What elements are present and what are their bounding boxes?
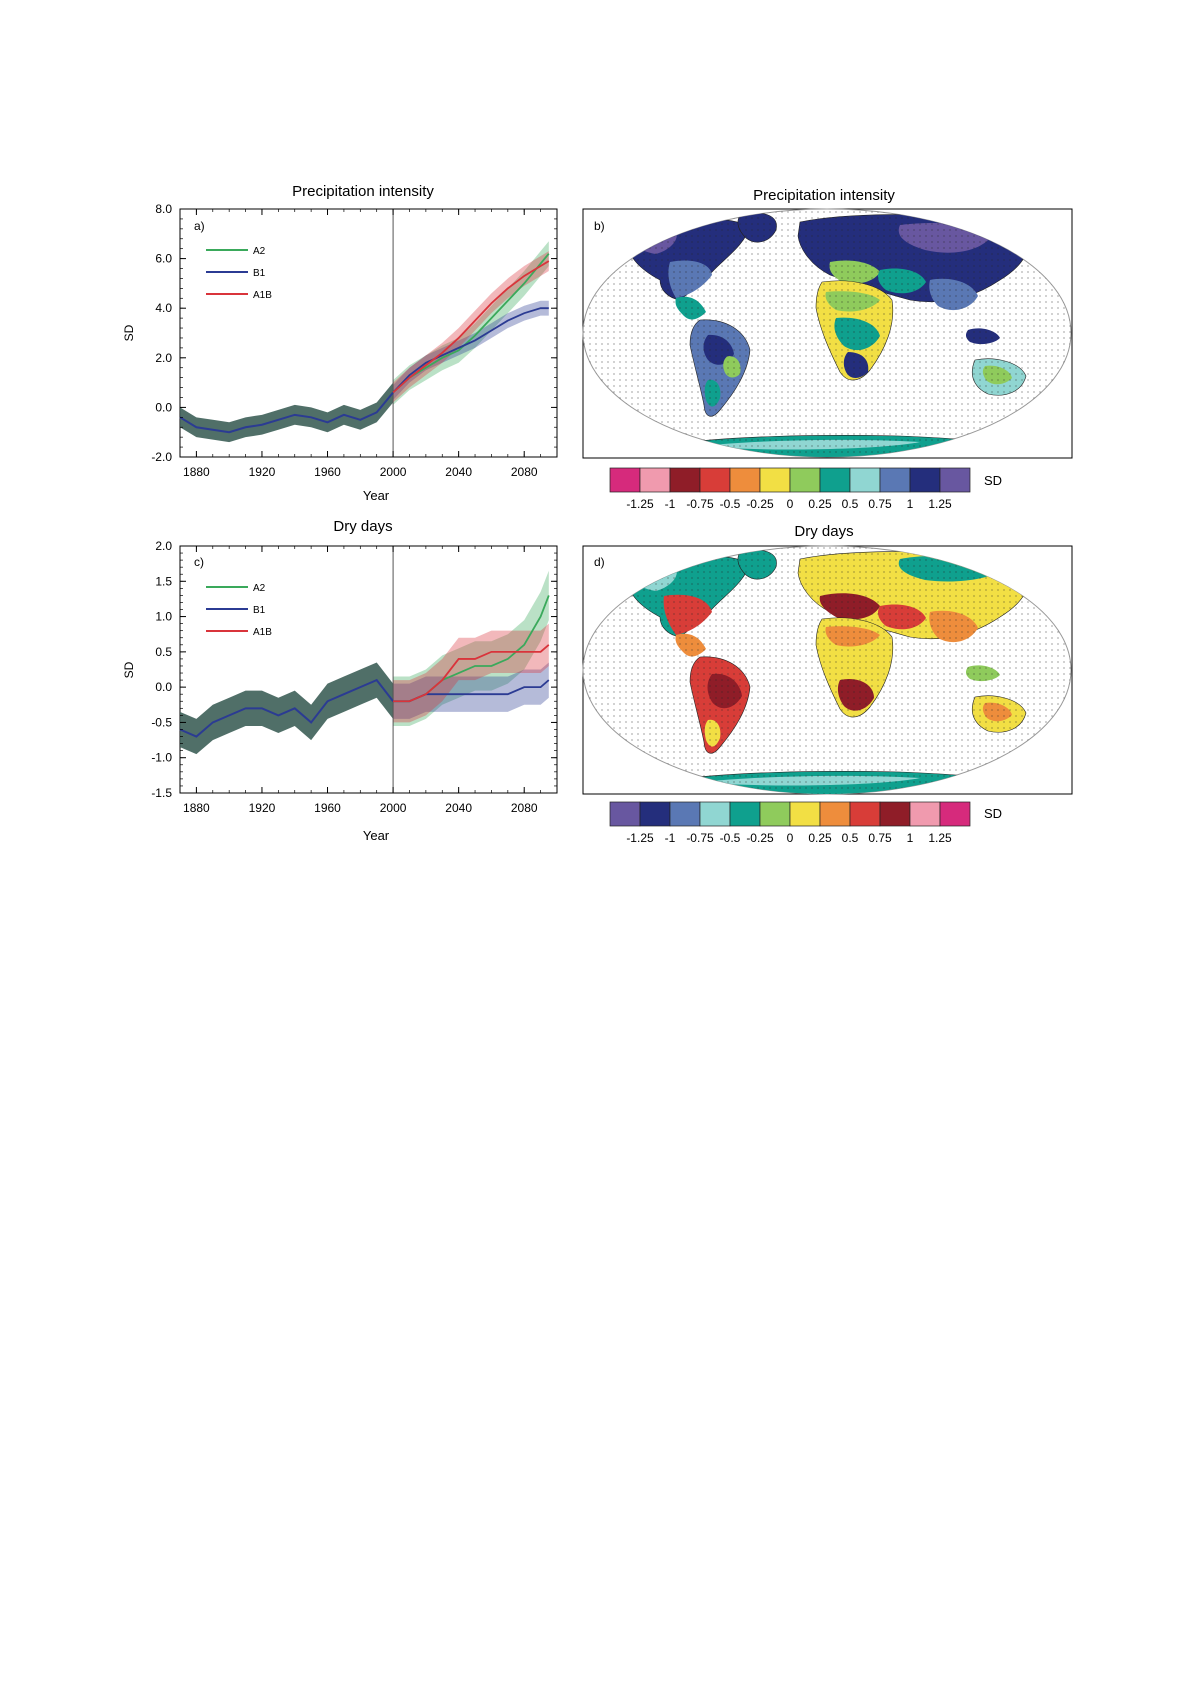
panel-d-stippling [583,546,1072,794]
y-tick-label: 0.0 [155,400,172,415]
x-tick-label: 2040 [445,465,473,479]
panel-a-xlabel: Year [362,488,390,503]
colorbar-cell [940,468,970,492]
colorbar-cell [640,802,670,826]
colorbar-cell [790,468,820,492]
band-historical [180,383,393,443]
colorbar-tick-label: -0.25 [746,831,774,845]
colorbar-tick-label: -0.25 [746,497,774,511]
colorbar-cell [880,802,910,826]
panel-d-colorbar-unit: SD [984,806,1003,821]
x-tick-label: 2000 [379,801,407,815]
x-tick-label: 2080 [510,465,538,479]
y-tick-label: 2.0 [155,539,172,553]
colorbar-tick-label: -0.5 [719,831,741,845]
panel-c-ylabel: SD [122,661,136,679]
colorbar-tick-label: 0.5 [841,497,859,511]
colorbar-cell [880,468,910,492]
panel-d-title: Dry days [794,523,854,540]
panel-d-colorbar [610,802,970,845]
x-tick-label: 2040 [445,801,473,815]
colorbar-tick-label: 1.25 [928,831,952,845]
colorbar-tick-label: 0.5 [841,831,859,845]
panel-b-tag: b) [594,219,605,233]
colorbar-tick-label: 0 [786,497,794,511]
panel-b-stippling [583,209,1072,458]
y-tick-label: -1.5 [151,786,172,800]
colorbar-cell [910,802,940,826]
colorbar-cell [940,802,970,826]
colorbar-tick-label: -0.75 [686,497,714,511]
y-tick-label: -2.0 [151,450,172,464]
panel-a-title: Precipitation intensity [292,183,434,200]
panel-d-map [583,523,1072,845]
colorbar-tick-label: 0.75 [868,497,892,511]
y-tick-label: 0.5 [155,644,172,659]
legend-label-a2: A2 [253,583,266,594]
panel-c-uncertainty-bands [180,571,549,754]
y-tick-label: 6.0 [155,251,172,266]
colorbar-cell [730,802,760,826]
colorbar-cell [760,468,790,492]
colorbar-tick-label: 1 [906,831,914,845]
colorbar-cell [850,802,880,826]
panel-d-tag: d) [594,555,605,569]
x-tick-label: 1960 [314,465,341,479]
band-historical [180,662,393,754]
panel-c-legend [206,583,272,638]
panel-b-continents [583,209,1072,460]
x-tick-label: 1920 [248,801,276,815]
colorbar-tick-label: 1 [906,497,914,511]
y-tick-label: 0.0 [155,680,172,695]
legend-label-a2: A2 [253,246,266,257]
x-tick-label: 1920 [248,465,276,479]
band-a1b [393,251,549,402]
colorbar-tick-label: 0.75 [868,831,892,845]
colorbar-cell [700,802,730,826]
panel-a-legend [206,246,272,301]
colorbar-cell [670,802,700,826]
colorbar-tick-label: 1.25 [928,497,952,511]
y-tick-label: 2.0 [155,350,172,365]
x-tick-label: 1960 [314,801,341,815]
colorbar-tick-label: -1.25 [626,831,654,845]
colorbar-tick-label: -1 [664,497,676,511]
x-tick-label: 1880 [183,801,210,815]
colorbar-tick-label: -1 [664,831,676,845]
legend-label-b1: B1 [253,605,266,616]
x-tick-label: 1880 [183,465,210,479]
colorbar-tick-label: -0.75 [686,831,714,845]
colorbar-cell [640,468,670,492]
colorbar-tick-label: -1.25 [626,497,654,511]
colorbar-tick-label: 0.25 [808,831,832,845]
y-tick-label: 8.0 [155,202,172,216]
colorbar-cell [820,468,850,492]
colorbar-cell [700,468,730,492]
colorbar-cell [910,468,940,492]
colorbar-tick-label: 0 [786,831,794,845]
colorbar-cell [760,802,790,826]
legend-label-b1: B1 [253,268,266,279]
y-tick-label: 1.0 [155,609,172,624]
y-tick-label: -0.5 [151,715,172,730]
legend-label-a1b: A1B [253,627,272,638]
colorbar-tick-label: 0.25 [808,497,832,511]
panel-a-timeseries [122,183,557,503]
colorbar-cell [850,468,880,492]
panel-a-tag: a) [194,219,205,233]
panel-b-title: Precipitation intensity [753,187,895,204]
y-tick-label: 4.0 [155,301,172,316]
colorbar-tick-label: -0.5 [719,497,741,511]
x-tick-label: 2080 [510,801,538,815]
colorbar-cell [670,468,700,492]
colorbar-cell [790,802,820,826]
colorbar-cell [820,802,850,826]
panel-c-tag: c) [194,555,204,569]
legend-label-a1b: A1B [253,290,272,301]
panel-c-timeseries [122,518,557,843]
colorbar-cell [730,468,760,492]
colorbar-cell [610,468,640,492]
panel-a-ylabel: SD [122,324,136,342]
x-tick-label: 2000 [379,465,407,479]
panel-b-colorbar [610,468,970,511]
panel-c-xlabel: Year [362,828,390,843]
y-tick-label: 1.5 [155,574,172,589]
panel-c-title: Dry days [333,518,393,535]
panel-b-colorbar-unit: SD [984,473,1003,488]
colorbar-cell [610,802,640,826]
y-tick-label: -1.0 [151,750,172,765]
panel-b-map [583,187,1072,511]
